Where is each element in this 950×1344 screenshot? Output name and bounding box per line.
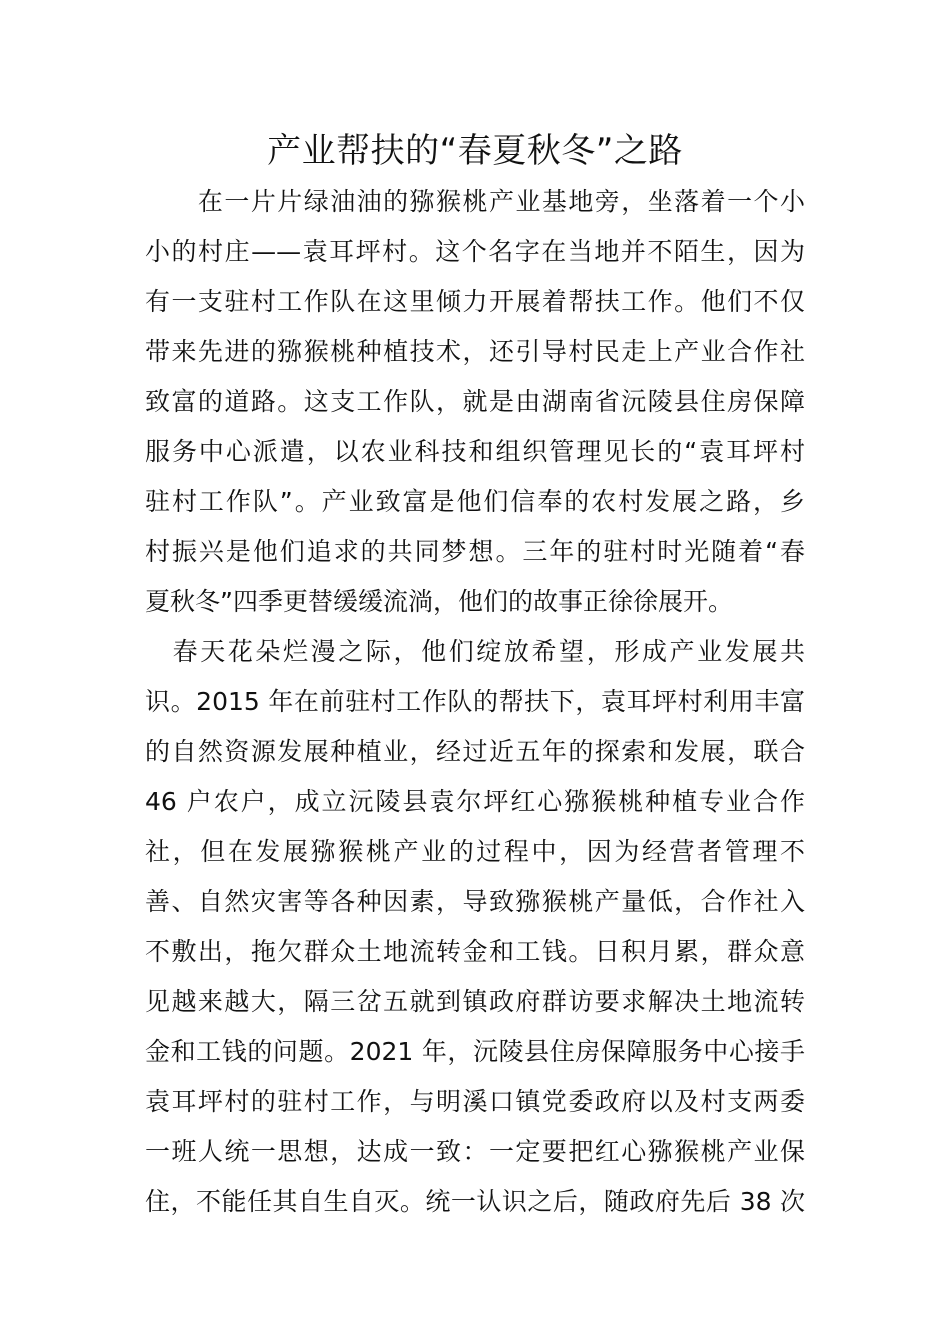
paragraph-line: 不敷出，拖欠群众土地流转金和工钱。日积月累，群众意	[145, 937, 805, 966]
paragraph-line: 带来先进的猕猴桃种植技术，还引导村民走上产业合作社	[145, 337, 805, 366]
paragraph-line: 驻村工作队”。产业致富是他们信奉的农村发展之路，乡	[145, 487, 805, 516]
document-title: 产业帮扶的“春夏秋冬”之路	[267, 131, 683, 171]
paragraph-line: 一班人统一思想，达成一致：一定要把红心猕猴桃产业保	[145, 1137, 805, 1166]
paragraph-line: 村振兴是他们追求的共同梦想。三年的驻村时光随着“春	[145, 537, 805, 566]
paragraph-line: 致富的道路。这支工作队，就是由湖南省沅陵县住房保障	[145, 387, 805, 416]
paragraph-line: 在一片片绿油油的猕猴桃产业基地旁，坐落着一个小	[145, 187, 805, 216]
paragraph-line: 金和工钱的问题。2021 年，沅陵县住房保障服务中心接手	[145, 1037, 805, 1066]
paragraph-line: 善、自然灾害等各种因素，导致猕猴桃产量低，合作社入	[145, 887, 805, 916]
paragraph-line: 服务中心派遣，以农业科技和组织管理见长的“袁耳坪村	[145, 437, 805, 466]
paragraph-line: 见越来越大，隔三岔五就到镇政府群访要求解决土地流转	[145, 987, 805, 1016]
paragraph-line: 识。2015 年在前驻村工作队的帮扶下，袁耳坪村利用丰富	[145, 687, 805, 716]
paragraph-line: 春天花朵烂漫之际，他们绽放希望，形成产业发展共	[145, 637, 805, 666]
paragraph-line: 夏秋冬”四季更替缓缓流淌，他们的故事正徐徐展开。	[145, 587, 733, 616]
paragraph-line: 的自然资源发展种植业，经过近五年的探索和发展，联合	[145, 737, 805, 766]
paragraph-line: 袁耳坪村的驻村工作，与明溪口镇党委政府以及村支两委	[145, 1087, 805, 1116]
paragraph-line: 社，但在发展猕猴桃产业的过程中，因为经营者管理不	[145, 837, 805, 866]
paragraph-line: 住，不能任其自生自灭。统一认识之后，随政府先后 38 次	[145, 1187, 805, 1216]
paragraph-line: 46 户农户，成立沅陵县袁尔坪红心猕猴桃种植专业合作	[145, 787, 805, 816]
paragraph-line: 小的村庄——袁耳坪村。这个名字在当地并不陌生，因为	[145, 237, 805, 266]
paragraph-line: 有一支驻村工作队在这里倾力开展着帮扶工作。他们不仅	[145, 287, 805, 316]
